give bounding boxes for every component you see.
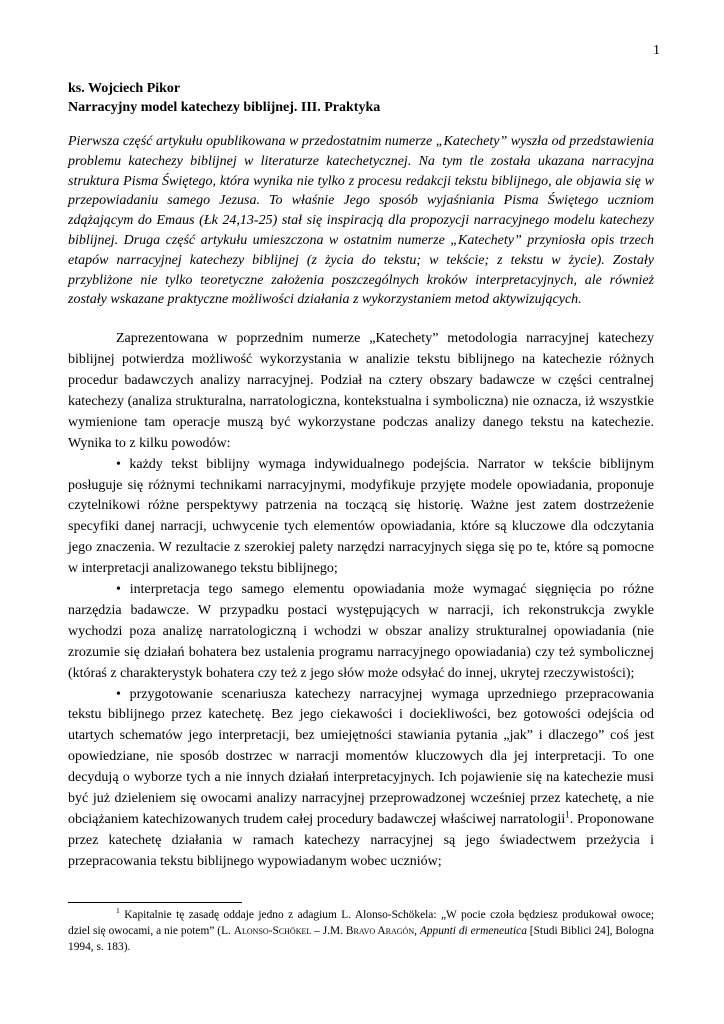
- bullet-3-text-start: • przygotowanie scenariusza katechezy narracyjnej wymaga uprzedniego przepracowania tekstu biblijnego przez katechetę. Bez jego ciekawości i dociekliwości, bez gotowości odejścia od utartych schematów jego interpretacji, bez umiejętności stawiania pytania „jak” i dlaczego” coś jest opowiedziane, nie sposób dostrzec w narracji momentów kluczowych dla jej interpretacji. To one decydują o wyborze tych a nie innych działań interpretacyjnych. Ich pojawienie się na katechezie musi być już dzieleniem się owocami analizy narracyjnej przeprowadzonej wcześniej przez katechetę, a nie obciążaniem katechizowanych trudem całej procedury badawczej właściwej narratologii: [68, 686, 654, 828]
- document-body: [68, 79, 654, 873]
- bullet-paragraph-3: [68, 685, 654, 873]
- bullet-paragraph-2: • interpretacja tego samego elementu opowiadania może wymagać sięgnięcia po różne narzędzia badawcze. W przypadku postaci występujących w narracji, ich rekonstrukcja zwykle wychodzi poza analizę narratologiczną i wchodzi w obszar analizy strukturalnej opowiadania (nie zrozumie się działań bohatera bez ustalenia programu narracyjnego opowiadania) czy też symbolicznej (któraś z charakterystyk bohatera czy też z jego słów może odsyłać do innej, ukrytej rzeczywistości);: [68, 582, 654, 681]
- footnote-text-b: – J.M.: [311, 925, 346, 937]
- bullet-paragraph-1: • każdy tekst biblijny wymaga indywidualnego podejścia. Narrator w tekście biblijnym posługuje się różnymi technikami narracyjnymi, modyfikuje przyjęte modele opowiadania, proponuje czytelnikowi różne perspektywy patrzenia na toczącą się historię. Ważne jest zatem dostrzeżenie specyfiki danej narracji, uchwycenie tych elementów opowiadania, które są kluczowe dla odczytania jego znaczenia. W rezultacie z szerokiej palety narzędzi narracyjnych sięga się po te, które są pomocne w interpretacji analizowanego tekstu biblijnego;: [68, 456, 654, 577]
- footnote-author-1: Alonso-Schökel: [233, 925, 312, 937]
- main-text: [68, 329, 654, 873]
- footnote-book-title: Appunti di ermeneutica: [419, 925, 527, 937]
- footnote-text-c: ,: [414, 925, 420, 937]
- footnote-reference[interactable]: 1: [565, 809, 570, 820]
- page-number: 1: [653, 43, 660, 58]
- intro-paragraph: Zaprezentowana w poprzednim numerze „Katechety” metodologia narracyjnej katechezy biblijnej potwierdza możliwość wykorzystania w analizie tekstu biblijnego na katechezie różnych procedur badawczych analizy narracyjnej. Podział na cztery obszary badawcze w części centralnej katechezy (analiza strukturalna, narratologiczna, kontekstualna i symboliczna) nie oznacza, iż wszystkie wymienione tam operacje muszą być wykorzystane podczas analizy danego tekstu na katechezie. Wynika to z kilku powodów:: [68, 331, 654, 451]
- footnote: [68, 907, 654, 955]
- abstract-paragraph: Pierwsza część artykułu opublikowana w przedostatnim numerze „Katechety” wyszła od przedstawienia problemu katechezy biblijnej w literaturze katechetycznej. Na tym tle została ukazana narracyjna struktura Pisma Świętego, która wynika nie tylko z procesu redakcji tekstu biblijnego, ale objawia się w przepowiadaniu samego Jezusa. To właśnie Jego sposób wyjaśniania Pisma Świętego uczniom zdążającym do Emaus (Łk 24,13-25) stał się inspiracją dla propozycji narracyjnego modelu katechezy biblijnej. Druga część artykułu umieszczona w ostatnim numerze „Katechety” przyniosła opis trzech etapów narracyjnej katechezy biblijnej (z życia do tekstu; w tekście; z tekstu w życie). Zostały przybliżone nie tylko teoretyczne założenia poszczególnych kroków interpretacyjnych, ale również zostały wskazane praktyczne możliwości działania z wykorzystaniem metod aktywizujących.: [68, 134, 654, 308]
- footnote-author-2: Bravo Aragón: [345, 925, 415, 937]
- footnote-text-a: Kapitalnie tę zasadę oddaje jedno z adagium L. Alonso-Schökela: „W pocie czoła będziesz produkował owoce; dziel się owocami, a nie potem” (L.: [68, 909, 654, 937]
- author-line: ks. Wojciech Pikor: [68, 81, 181, 96]
- footnote-separator: [68, 902, 242, 903]
- footnote-text-d: [Studi Biblici 24], Bologna 1994, s. 183).: [68, 925, 654, 953]
- footnote-mark: 1: [116, 906, 120, 916]
- bullet-3-text-end: . Proponowane przez katechetę działania w ramach katechezy narracyjnej są jego świadectwem przeżycia i przepracowania tekstu biblijnego wypowiadanym wobec uczniów;: [68, 812, 654, 869]
- article-title: Narracyjny model katechezy biblijnej. III. Praktyka: [68, 100, 381, 115]
